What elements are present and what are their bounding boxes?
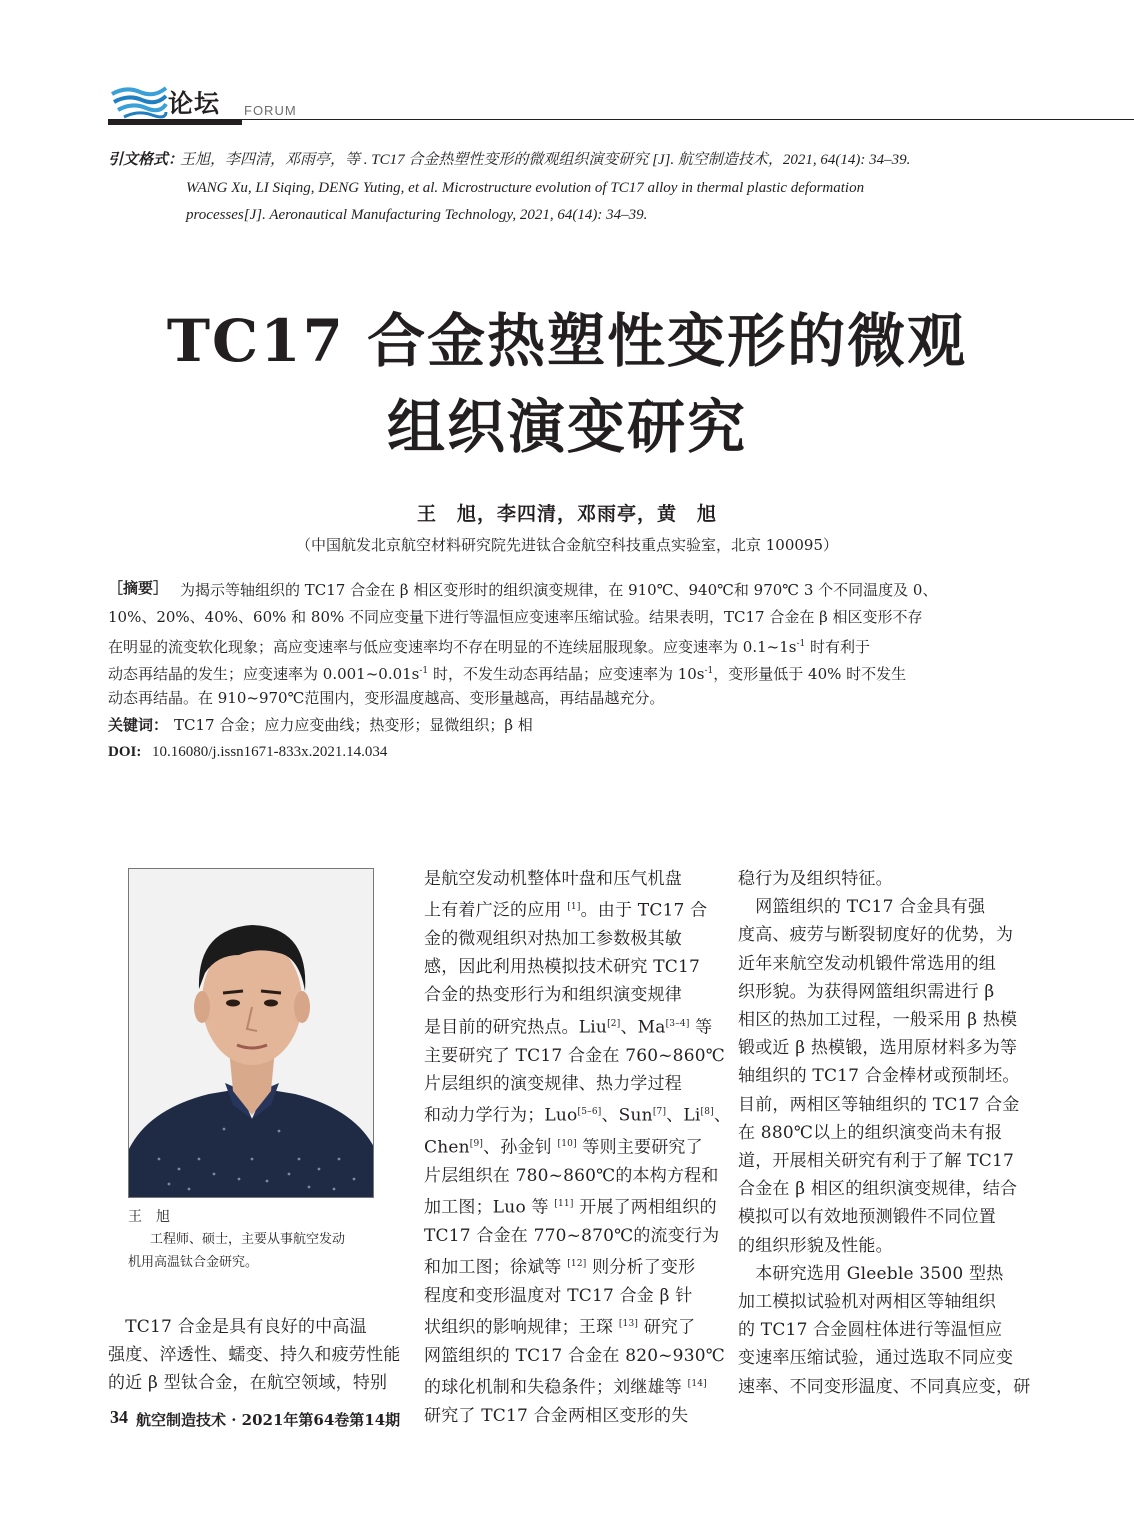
body-text-line: 感，因此利用热模拟技术研究 TC17	[424, 957, 700, 978]
body-text-line: 本研究选用 Gleeble 3500 型热	[738, 1263, 1004, 1284]
abstract-label: ［摘要］	[108, 579, 169, 597]
citation-line-en-1: WANG Xu, LI Siqing, DENG Yuting, et al. Microstructure evolution of TC17 alloy in thermal plastic deformation	[186, 180, 865, 196]
body-text-line: 和加工图；徐斌等 [12] 则分析了变形	[424, 1257, 696, 1278]
header-rule-thick	[108, 119, 242, 125]
body-text-line: 加工模拟试验机对两相区等轴组织	[738, 1292, 996, 1313]
body-text-line: 金的微观组织对热加工参数极其敏	[424, 929, 682, 950]
body-text-line: 网篮组织的 TC17 合金在 820~930℃	[424, 1345, 725, 1366]
body-text-line: 合金在 β 相区的组织演变规律，结合	[738, 1179, 1018, 1200]
header-rule-thin	[242, 119, 1134, 120]
doi-text: 10.16080/j.issn1671-833x.2021.14.034	[152, 744, 388, 760]
citation-label: 引文格式：	[108, 152, 184, 168]
abstract-line: 在明显的流变软化现象；高应变速率与低应变速率均不存在明显的不连续屈服现象。应变速率为 $0.1\sim 1s^{-1}$ 时有利于	[108, 638, 870, 656]
author-bio-name: 王 旭	[128, 1209, 170, 1225]
body-text-line: 研究了 TC17 合金两相区变形的失	[424, 1405, 689, 1426]
citation-line-en-2: processes[J]. Aeronautical Manufacturing Technology, 2021, 64(14): 34–39.	[186, 207, 648, 223]
author-bio-line1: 工程师、硕士，主要从事航空发动	[150, 1232, 346, 1247]
body-text-line: 的近 β 型钛合金，在航空领域，特别	[108, 1373, 388, 1394]
body-text-line: 加工图；Luo 等 [11] 开展了两相组织的	[424, 1197, 717, 1218]
author-list: 王 旭，李四清，邓雨亭，黄 旭	[416, 503, 717, 525]
abstract-line: 动态再结晶的发生；应变速率为 $0.001\sim 0.01s^{-1}$ 时，不发生动态再结晶；应变速率为 $10s^{-1}$，变形量低于 40% 时不发生	[108, 665, 907, 683]
body-text-line: 轴组织的 TC17 合金棒材或预制坯。	[738, 1066, 1020, 1087]
body-text-line: 状组织的影响规律；王琛 [13] 研究了	[424, 1317, 696, 1338]
body-text-line: 变速率压缩试验，通过选取不同应变	[738, 1348, 1014, 1369]
journal-footer: 航空制造技术 · 2021年第64卷第14期	[136, 1411, 401, 1429]
body-text-line: 近年来航空发动机锻件常选用的组	[738, 953, 996, 974]
body-column-2	[424, 865, 731, 1430]
body-text-line: 的 TC17 合金圆柱体进行等温恒应	[738, 1320, 1003, 1341]
doi-label: DOI:	[108, 744, 142, 760]
body-text-line: 道，开展相关研究有利于了解 TC17	[738, 1151, 1014, 1172]
paper-title-line2: 组织演变研究	[386, 393, 747, 461]
body-text-line: TC17 合金在 770~870℃的流变行为	[424, 1225, 720, 1246]
paper-title-line1: TC17 合金热塑性变形的微观	[166, 307, 968, 375]
body-text-line: 上有着广泛的应用 [1]。由于 TC17 合	[424, 900, 708, 921]
body-text-line: 网篮组织的 TC17 合金具有强	[738, 897, 986, 918]
body-text-line: 目前，两相区等轴组织的 TC17 合金	[738, 1094, 1020, 1115]
citation-line-cn: 王旭，李四清，邓雨亭，等 . TC17 合金热塑性变形的微观组织演变研究 [J]. 航空制造技术，2021, 64(14): 34–39.	[180, 152, 911, 168]
body-text-line: 是航空发动机整体叶盘和压气机盘	[424, 869, 682, 889]
body-text-line: 合金的热变形行为和组织演变规律	[424, 985, 682, 1006]
body-text-line: TC17 合金是具有良好的中高温	[108, 1317, 367, 1337]
body-text-line: 主要研究了 TC17 合金在 760~860℃	[424, 1045, 725, 1066]
body-text-line: 锻或近 β 热模锻，选用原材料多为等	[738, 1038, 1018, 1059]
author-photo	[128, 868, 374, 1198]
body-text-line: 模拟可以有效地预测锻件不同位置	[738, 1207, 996, 1228]
body-text-line: 的球化机制和失稳条件；刘继雄等 [14]	[424, 1377, 707, 1398]
section-subtitle: FORUM	[244, 103, 297, 118]
body-text-line: 织形貌。为获得网篮组织需进行 β	[738, 981, 995, 1002]
body-text-line: 稳行为及组织特征。	[738, 869, 893, 889]
body-text-line: 强度、淬透性、蠕变、持久和疲劳性能	[108, 1345, 401, 1366]
body-text-line: 片层组织在 780~860℃的本构方程和	[424, 1165, 719, 1186]
abstract-line: 10%、20%、40%、60% 和 80% 不同应变量下进行等温恒应变速率压缩试验。结果表明，TC17 合金在 β 相区变形不存	[108, 608, 923, 626]
body-text-line: 片层组织的演变规律、热力学过程	[424, 1073, 682, 1094]
affiliation: （中国航发北京航空材料研究院先进钛合金航空科技重点实验室，北京 100095）	[295, 536, 839, 554]
body-text-line: 速率、不同变形温度、不同真应变，研	[738, 1376, 1031, 1397]
body-column-3	[738, 865, 1030, 1401]
body-text-line: 程度和变形温度对 TC17 合金 β 针	[424, 1285, 693, 1306]
abstract-line: 动态再结晶。在 910~970℃范围内，变形温度越高、变形量越高，再结晶越充分。	[108, 689, 665, 707]
body-text-line: Chen[9]、孙金钊 [10] 等则主要研究了	[424, 1137, 703, 1158]
body-column-1	[108, 1313, 400, 1398]
abstract-line: 为揭示等轴组织的 TC17 合金在 β 相区变形时的组织演变规律，在 910℃、940℃和 970℃ 3 个不同温度及 0、	[180, 581, 938, 599]
page-number: 34	[110, 1407, 128, 1427]
body-text-line: 相区的热加工过程，一般采用 β 热模	[738, 1010, 1018, 1031]
body-text-line: 的组织形貌及性能。	[738, 1235, 893, 1256]
author-bio-line2: 机用高温钛合金研究。	[128, 1255, 259, 1270]
keywords-label: 关键词：	[108, 716, 169, 734]
section-title: 论坛	[168, 89, 221, 118]
body-text-line: 在 880℃以上的组织演变尚未有报	[738, 1122, 1003, 1143]
forum-logo-icon	[110, 80, 168, 120]
body-text-line: 是目前的研究热点。Liu[2]、Ma[3–4] 等	[424, 1017, 713, 1038]
body-text-line: 和动力学行为；Luo[5–6]、Sun[7]、Li[8]、	[424, 1105, 732, 1126]
keywords-text: TC17 合金；应力应变曲线；热变形；显微组织；β 相	[174, 716, 533, 734]
body-text-line: 度高、疲劳与断裂韧度好的优势，为	[738, 925, 1014, 946]
